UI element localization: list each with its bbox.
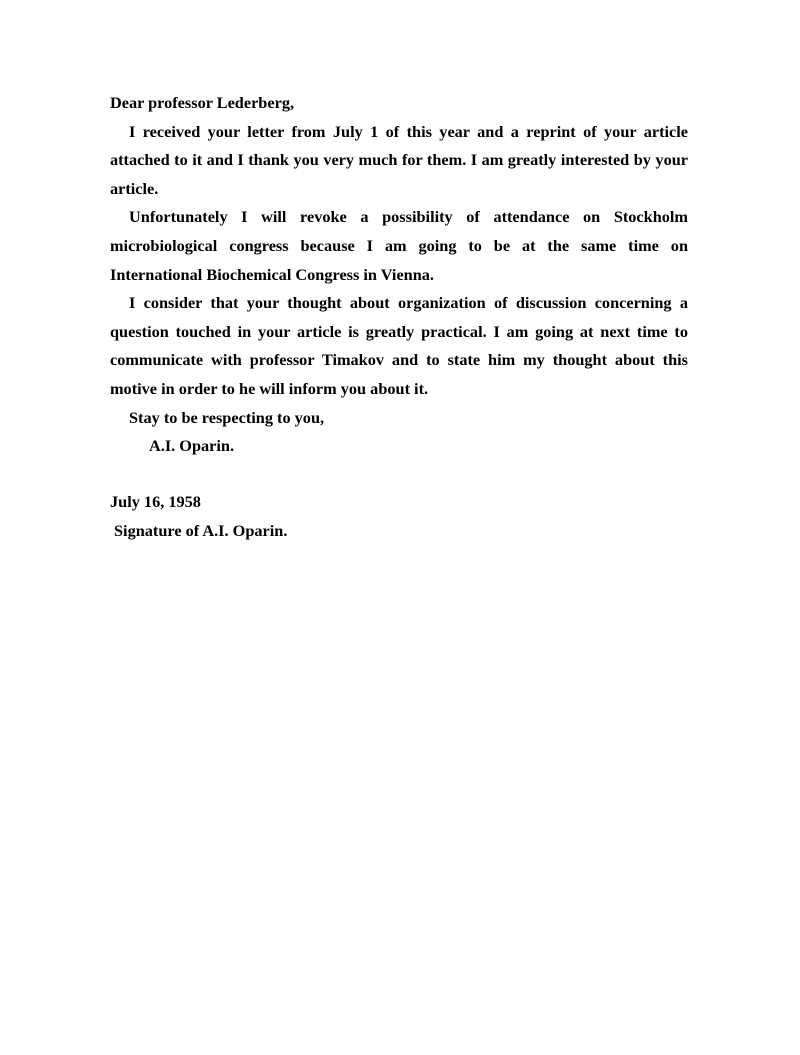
paragraph-reprint-thanks: I received your letter from July 1 of this year and a reprint of your article attached to it and I thank you very much for them. I am greatly interested by your article. [110, 121, 688, 198]
letter-date: July 16, 1958 [110, 492, 201, 511]
salutation: Dear professor Lederberg, [110, 93, 295, 112]
letter-footer [110, 488, 688, 545]
signer-name: A.I. Oparin. [149, 436, 235, 456]
closing-line: Stay to be respecting to you, [129, 407, 325, 427]
paragraph-congress: Unfortunately I will revoke a possibility of attendance on Stockholm microbiological congress because I am going to be at the same time on International Biochemical Congress in Vienna. [110, 207, 688, 284]
letter-body [110, 89, 688, 461]
signature-note: Signature of A.I. Oparin. [114, 520, 288, 540]
paragraph-discussion: I consider that your thought about organization of discussion concerning a question touched in your article is greatly practical. I am going at next time to communicate with professor Timakov and to state him my thought about this motive in order to he will inform you about it. [110, 293, 688, 398]
